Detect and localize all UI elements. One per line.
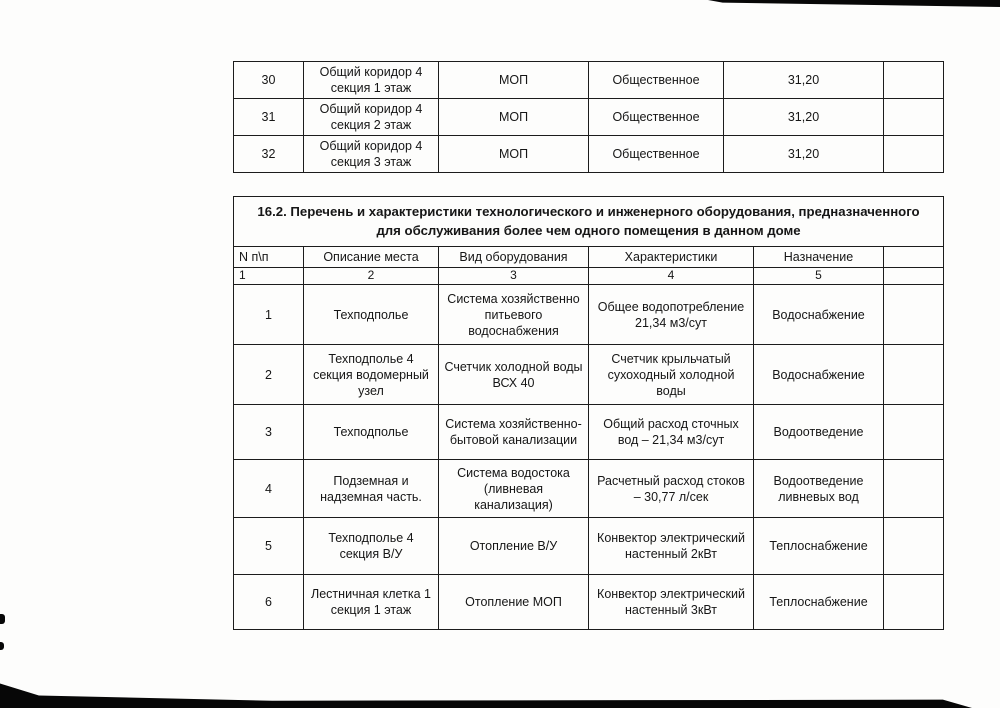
header-num: N п\п bbox=[234, 247, 304, 268]
colnum: 2 bbox=[304, 268, 439, 285]
cell-num: 32 bbox=[234, 136, 304, 173]
equipment-table bbox=[233, 196, 944, 630]
cell-equipment: Отопление МОП bbox=[439, 575, 589, 630]
cell-characteristics: Конвектор электрический настенный 3кВт bbox=[589, 575, 754, 630]
colnum: 5 bbox=[754, 268, 884, 285]
cell-equipment: Отопление В/У bbox=[439, 518, 589, 575]
cell-note bbox=[884, 285, 944, 345]
cell-characteristics: Счетчик крыльчатый сухоходный холодной воды bbox=[589, 345, 754, 405]
cell-place: Техподполье 4 секция водомерный узел bbox=[304, 345, 439, 405]
header-place: Описание места bbox=[304, 247, 439, 268]
cell-note bbox=[884, 136, 944, 173]
cell-purpose: Водоотведение bbox=[754, 405, 884, 460]
rooms-table bbox=[233, 61, 944, 173]
cell-area: 31,20 bbox=[724, 99, 884, 136]
table-row bbox=[234, 99, 944, 136]
cell-note bbox=[884, 345, 944, 405]
cell-num: 30 bbox=[234, 62, 304, 99]
cell-place: Лестничная клетка 1 секция 1 этаж bbox=[304, 575, 439, 630]
header-note bbox=[884, 247, 944, 268]
table-row bbox=[234, 460, 944, 518]
cell-note bbox=[884, 518, 944, 575]
cell-place: Общий коридор 4 секция 1 этаж bbox=[304, 62, 439, 99]
cell-note bbox=[884, 99, 944, 136]
cell-category: Общественное bbox=[589, 99, 724, 136]
cell-type: МОП bbox=[439, 62, 589, 99]
colnum bbox=[884, 268, 944, 285]
table-row bbox=[234, 62, 944, 99]
cell-purpose: Водоотведение ливневых вод bbox=[754, 460, 884, 518]
table-header-row bbox=[234, 247, 944, 268]
header-equipment: Вид оборудования bbox=[439, 247, 589, 268]
cell-num: 4 bbox=[234, 460, 304, 518]
cell-purpose: Водоснабжение bbox=[754, 285, 884, 345]
cell-note bbox=[884, 460, 944, 518]
scan-artifact-bottom bbox=[0, 682, 972, 708]
table-row bbox=[234, 345, 944, 405]
cell-category: Общественное bbox=[589, 136, 724, 173]
cell-num: 31 bbox=[234, 99, 304, 136]
cell-place: Техподполье bbox=[304, 405, 439, 460]
cell-place: Общий коридор 4 секция 2 этаж bbox=[304, 99, 439, 136]
cell-equipment: Счетчик холодной воды ВСХ 40 bbox=[439, 345, 589, 405]
cell-place: Подземная и надземная часть. bbox=[304, 460, 439, 518]
cell-characteristics: Общее водопотребление 21,34 м3/сут bbox=[589, 285, 754, 345]
cell-equipment: Система хозяйственно питьевого водоснабжения bbox=[439, 285, 589, 345]
colnum: 3 bbox=[439, 268, 589, 285]
cell-area: 31,20 bbox=[724, 136, 884, 173]
cell-num: 1 bbox=[234, 285, 304, 345]
colnum: 1 bbox=[234, 268, 304, 285]
cell-equipment: Система водостока (ливневая канализация) bbox=[439, 460, 589, 518]
cell-area: 31,20 bbox=[724, 62, 884, 99]
cell-place: Техподполье bbox=[304, 285, 439, 345]
colnum: 4 bbox=[589, 268, 754, 285]
cell-purpose: Водоснабжение bbox=[754, 345, 884, 405]
cell-characteristics: Общий расход сточных вод – 21,34 м3/сут bbox=[589, 405, 754, 460]
table-row bbox=[234, 405, 944, 460]
table-row bbox=[234, 136, 944, 173]
header-purpose: Назначение bbox=[754, 247, 884, 268]
cell-type: МОП bbox=[439, 136, 589, 173]
cell-num: 3 bbox=[234, 405, 304, 460]
cell-note bbox=[884, 62, 944, 99]
column-numbers-row bbox=[234, 268, 944, 285]
cell-purpose: Теплоснабжение bbox=[754, 518, 884, 575]
cell-equipment: Система хозяйственно-бытовой канализации bbox=[439, 405, 589, 460]
cell-category: Общественное bbox=[589, 62, 724, 99]
cell-type: МОП bbox=[439, 99, 589, 136]
cell-num: 6 bbox=[234, 575, 304, 630]
table-title-row bbox=[234, 197, 944, 247]
scan-artifact-left-mark bbox=[0, 614, 5, 624]
scan-artifact-top-right bbox=[708, 0, 1000, 7]
cell-place: Общий коридор 4 секция 3 этаж bbox=[304, 136, 439, 173]
cell-purpose: Теплоснабжение bbox=[754, 575, 884, 630]
header-characteristics: Характеристики bbox=[589, 247, 754, 268]
scan-artifact-left-mark bbox=[0, 642, 4, 650]
table-row bbox=[234, 575, 944, 630]
section-title: 16.2. Перечень и характеристики технологического и инженерного оборудования, предназначенного для обслуживания более чем одного помещения в данном доме bbox=[234, 197, 944, 247]
cell-num: 2 bbox=[234, 345, 304, 405]
cell-characteristics: Конвектор электрический настенный 2кВт bbox=[589, 518, 754, 575]
cell-note bbox=[884, 405, 944, 460]
cell-num: 5 bbox=[234, 518, 304, 575]
cell-characteristics: Расчетный расход стоков – 30,77 л/сек bbox=[589, 460, 754, 518]
cell-place: Техподполье 4 секция В/У bbox=[304, 518, 439, 575]
cell-note bbox=[884, 575, 944, 630]
table-row bbox=[234, 518, 944, 575]
table-row bbox=[234, 285, 944, 345]
